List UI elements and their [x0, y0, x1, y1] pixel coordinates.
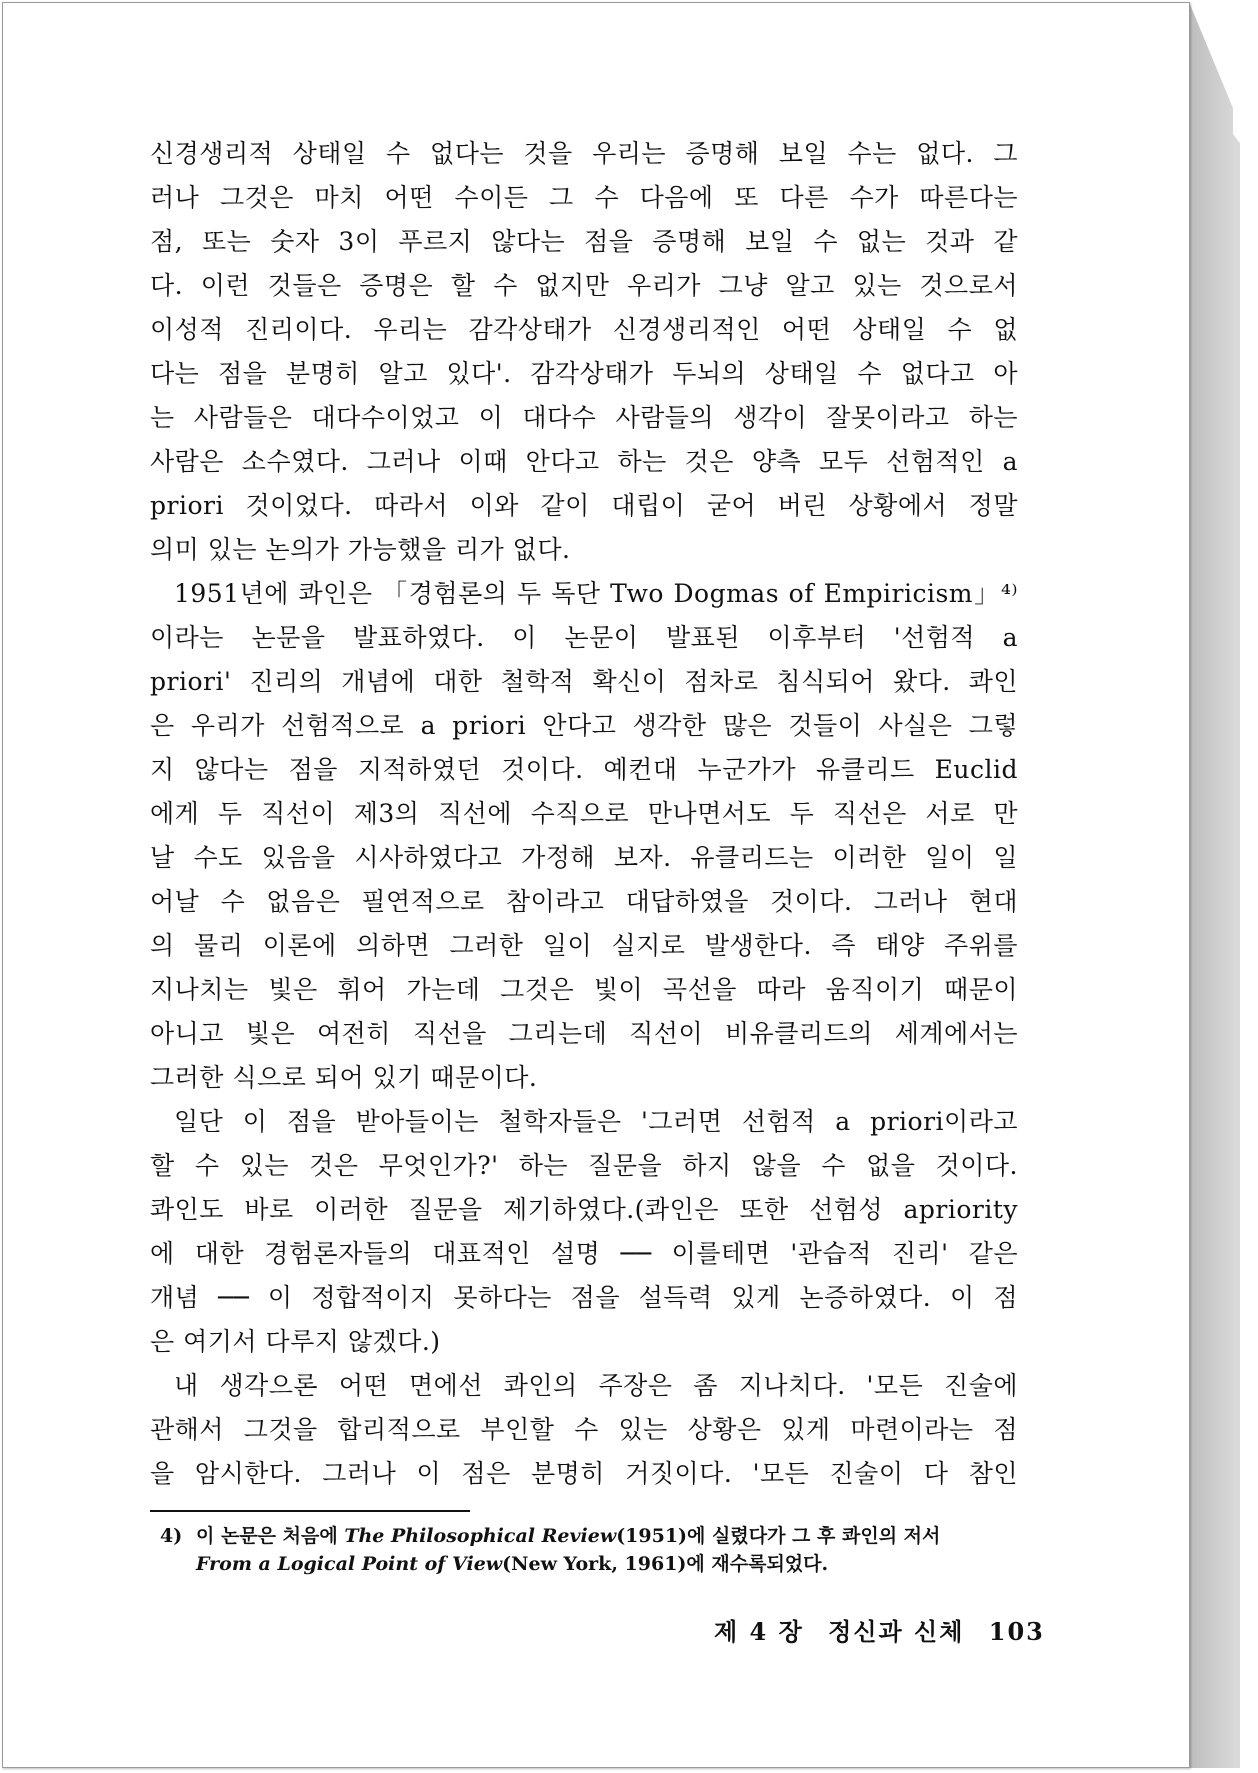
text-line: 다. 이런 것들은 증명은 할 수 없지만 우리가 그냥 알고 있는 것으로서 [150, 271, 1018, 300]
footnote-rule [150, 1510, 470, 1512]
text-line: 의 물리 이론에 의하면 그러한 일이 실지로 발생한다. 즉 태양 주위를 [150, 931, 1018, 960]
body-text [150, 132, 1018, 1496]
footnote-text: 이 논문은 처음에 [196, 1525, 345, 1547]
chapter-title: 정신과 신체 [828, 1617, 965, 1646]
text-line: 사람은 소수였다. 그러나 이때 안다고 하는 것은 양측 모두 선험적인 a [150, 447, 1018, 476]
text-line: 에게 두 직선이 제3의 직선에 수직으로 만나면서도 두 직선은 서로 만 [150, 799, 1018, 828]
text-line: 1951년에 콰인은 「경험론의 두 독단 Two Dogmas of Empiricism」⁴⁾ [174, 579, 1018, 608]
text-line: 이성적 진리이다. 우리는 감각상태가 신경생리적인 어떤 상태일 수 없 [150, 315, 1018, 344]
footnote [160, 1522, 1020, 1578]
chapter-label: 제 4 장 [714, 1617, 804, 1646]
text-line: priori' 진리의 개념에 대한 철학적 확신이 점차로 침식되어 왔다. 콰인 [150, 667, 1018, 696]
text-line: 는 사람들은 대다수이었고 이 대다수 사람들의 생각이 잘못이라고 하는 [150, 403, 1018, 432]
text-line: 은 여기서 다루지 않겠다.) [150, 1327, 441, 1356]
page-footer [700, 1612, 1045, 1647]
text-line: 에 대한 경험론자들의 대표적인 설명 ── 이를테면 '관습적 진리' 같은 [150, 1239, 1018, 1268]
page-number: 103 [988, 1617, 1045, 1646]
text-line: 내 생각으론 어떤 면에선 콰인의 주장은 좀 지나치다. '모든 진술에 [174, 1371, 1018, 1400]
text-line: 그러한 식으로 되어 있기 때문이다. [150, 1063, 538, 1092]
text-line: 개념 ── 이 정합적이지 못하다는 점을 설득력 있게 논증하였다. 이 점 [150, 1283, 1018, 1312]
text-line: 점, 또는 숫자 3이 푸르지 않다는 점을 증명해 보일 수 없는 것과 같 [150, 227, 1018, 256]
text-line: 아니고 빛은 여전히 직선을 그리는데 직선이 비유클리드의 세계에서는 [150, 1019, 1018, 1048]
text-line: 일단 이 점을 받아들이는 철학자들은 '그러면 선험적 a priori이라고 [174, 1107, 1018, 1136]
text-line: 할 수 있는 것은 무엇인가?' 하는 질문을 하지 않을 수 없을 것이다. [150, 1151, 1018, 1180]
footnote-line-2 [160, 1550, 1020, 1578]
text-line: 날 수도 있음을 시사하였다고 가정해 보자. 유클리드는 이러한 일이 일 [150, 843, 1018, 872]
text-line: 은 우리가 선험적으로 a priori 안다고 생각한 많은 것들이 사실은 그렇 [150, 711, 1018, 740]
text-line: 콰인도 바로 이러한 질문을 제기하였다.(콰인은 또한 선험성 apriority [150, 1195, 1018, 1224]
page-edge [1189, 2, 1233, 1768]
footnote-line-1 [160, 1522, 1020, 1550]
text-line: 러나 그것은 마치 어떤 수이든 그 수 다음에 또 다른 수가 따른다는 [150, 183, 1018, 212]
text-line: 어날 수 없음은 필연적으로 참이라고 대답하였을 것이다. 그러나 현대 [150, 887, 1018, 916]
text-line: 다는 점을 분명히 알고 있다'. 감각상태가 두뇌의 상태일 수 없다고 아 [150, 359, 1018, 388]
text-line: 신경생리적 상태일 수 없다는 것을 우리는 증명해 보일 수는 없다. 그 [150, 139, 1018, 168]
footnote-book-title: From a Logical Point of View [196, 1553, 503, 1575]
text-line: 을 암시한다. 그러나 이 점은 분명히 거짓이다. '모든 진술이 다 참인 [150, 1459, 1018, 1488]
text-line: 의미 있는 논의가 가능했을 리가 없다. [150, 535, 571, 564]
text-line: 지 않다는 점을 지적하였던 것이다. 예컨대 누군가가 유클리드 Euclid [150, 755, 1018, 784]
footnote-journal-title: The Philosophical Review [344, 1525, 617, 1547]
text-line: 이라는 논문을 발표하였다. 이 논문이 발표된 이후부터 '선험적 a [150, 623, 1018, 652]
footnote-text: (New York, 1961)에 재수록되었다. [502, 1553, 829, 1575]
text-line: priori 것이었다. 따라서 이와 같이 대립이 굳어 버린 상황에서 정말 [150, 491, 1018, 520]
text-line: 관해서 그것을 합리적으로 부인할 수 있는 상황은 있게 마련이라는 점 [150, 1415, 1018, 1444]
footnote-number: 4) [160, 1525, 183, 1547]
footnote-text: (1951)에 실렸다가 그 후 콰인의 저서 [616, 1525, 941, 1547]
text-line: 지나치는 빛은 휘어 가는데 그것은 빛이 곡선을 따라 움직이기 때문이 [150, 975, 1018, 1004]
